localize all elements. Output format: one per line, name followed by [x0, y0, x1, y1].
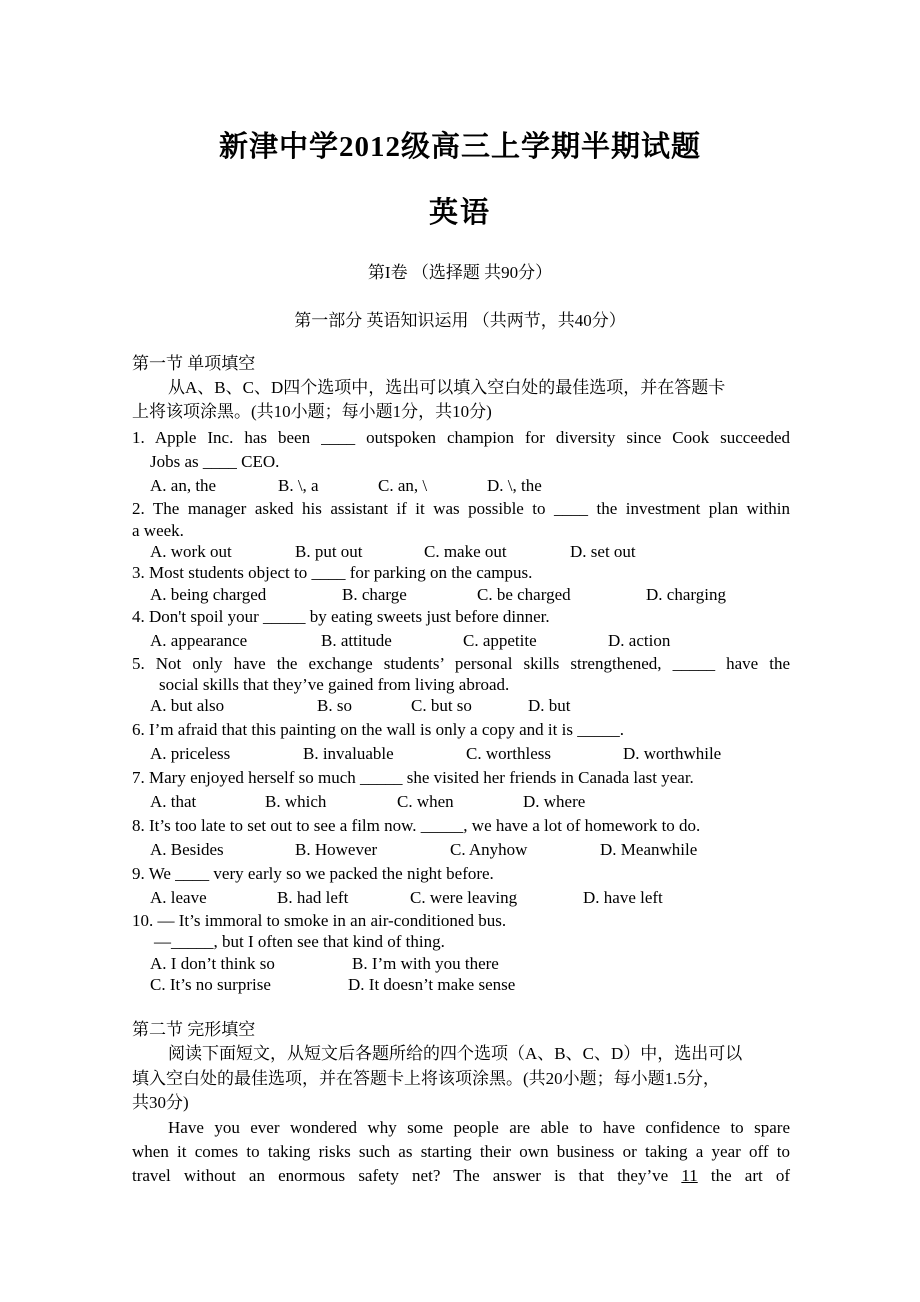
section1-instruction-line2: 上将该项涂黑。(共10小题；每小题1分，共10分): [132, 402, 492, 421]
option-a: A. I don’t think so: [150, 954, 275, 973]
option-b: B. However: [295, 840, 378, 859]
option-d: D. have left: [583, 888, 663, 907]
question-8-line1: 8. It’s too late to set out to see a film now. _____, we have a lot of homework to do.: [132, 816, 701, 835]
question-2-line1: 2. The manager asked his assistant if it was possible to ____ the investment plan within: [132, 499, 790, 518]
option-d: D. set out: [570, 542, 636, 561]
section2-instruction-line1: 阅读下面短文，从短文后各题所给的四个选项（A、B、C、D）中，选出可以: [168, 1044, 743, 1063]
question-1-line2: Jobs as ____ CEO.: [150, 452, 280, 471]
passage-line3-end: the art of: [710, 1166, 791, 1185]
option-c: C. when: [397, 792, 454, 811]
question-4-line1: 4. Don't spoil your _____ by eating sweets just before dinner.: [132, 607, 550, 626]
question-9-line1: 9. We ____ very early so we packed the night before.: [132, 864, 494, 883]
option-a: A. priceless: [150, 744, 231, 763]
option-d: D. Meanwhile: [600, 840, 698, 859]
option-c: C. an, \: [378, 476, 428, 495]
option-d: D. It doesn’t make sense: [348, 975, 516, 994]
passage-line2: when it comes to taking risks such as starting their own business or taking a year off to: [132, 1142, 790, 1161]
option-a: A. being charged: [150, 585, 267, 604]
option-a: A. work out: [150, 542, 232, 561]
option-b: B. \, a: [278, 476, 319, 495]
question-5-line1: 5. Not only have the exchange students’ personal skills strengthened, _____ have the: [132, 654, 790, 673]
question-7-line1: 7. Mary enjoyed herself so much _____ she visited her friends in Canada last year.: [132, 768, 694, 787]
volume-heading: 第I卷 （选择题 共90分）: [367, 263, 553, 282]
option-b: B. put out: [295, 542, 363, 561]
option-d: D. where: [523, 792, 586, 811]
option-d: D. charging: [646, 585, 726, 604]
option-b: B. had left: [277, 888, 349, 907]
question-10-line2: —_____, but I often see that kind of thing.: [154, 932, 445, 951]
option-c: C. but so: [411, 696, 472, 715]
option-a: A. leave: [150, 888, 207, 907]
question-5-line2: social skills that they’ve gained from living abroad.: [159, 675, 510, 694]
option-b: B. charge: [342, 585, 407, 604]
section1-heading: 第一节 单项填空: [132, 354, 256, 373]
option-b: B. invaluable: [303, 744, 394, 763]
passage-line3: [132, 1165, 790, 1187]
section1-instruction-line1: 从A、B、C、D四个选项中，选出可以填入空白处的最佳选项，并在答题卡: [168, 378, 726, 397]
option-a: A. appearance: [150, 631, 248, 650]
option-b: B. which: [265, 792, 327, 811]
question-6-line1: 6. I’m afraid that this painting on the wall is only a copy and it is _____.: [132, 720, 624, 739]
section2-instruction-line3: 共30分): [132, 1093, 189, 1112]
subject-title: 英语: [428, 197, 491, 229]
option-c: C. make out: [424, 542, 507, 561]
option-d: D. worthwhile: [623, 744, 722, 763]
option-c: C. were leaving: [410, 888, 518, 907]
question-3-line1: 3. Most students object to ____ for parking on the campus.: [132, 563, 533, 582]
option-a: A. that: [150, 792, 197, 811]
passage-line3-text: travel without an enormous safety net? The answer is that they’ve: [132, 1166, 669, 1185]
option-a: A. an, the: [150, 476, 217, 495]
option-c: C. appetite: [463, 631, 537, 650]
blank-11: 11: [681, 1166, 698, 1185]
passage-line1: Have you ever wondered why some people are able to have confidence to spare: [168, 1118, 790, 1137]
option-c: C. It’s no surprise: [150, 975, 271, 994]
section2-instruction-line2: 填入空白处的最佳选项，并在答题卡上将该项涂黑。(共20小题；每小题1.5分，: [132, 1069, 720, 1088]
option-b: B. I’m with you there: [352, 954, 499, 973]
option-b: B. so: [317, 696, 352, 715]
option-d: D. action: [608, 631, 671, 650]
question-1-line1: 1. Apple Inc. has been ____ outspoken champion for diversity since Cook succeeded: [132, 428, 790, 447]
option-a: A. Besides: [150, 840, 224, 859]
option-d: D. \, the: [487, 476, 542, 495]
option-c: C. worthless: [466, 744, 551, 763]
option-c: C. Anyhow: [450, 840, 528, 859]
option-d: D. but: [528, 696, 571, 715]
option-c: C. be charged: [477, 585, 571, 604]
option-a: A. but also: [150, 696, 225, 715]
section2-heading: 第二节 完形填空: [132, 1020, 256, 1039]
option-b: B. attitude: [321, 631, 392, 650]
exam-title: 新津中学2012级高三上学期半期试题: [218, 131, 701, 163]
question-2-line2: a week.: [132, 521, 184, 540]
question-10-line1: 10. — It’s immoral to smoke in an air-conditioned bus.: [132, 911, 507, 930]
part-heading: 第一部分 英语知识运用 （共两节，共40分）: [294, 311, 626, 330]
